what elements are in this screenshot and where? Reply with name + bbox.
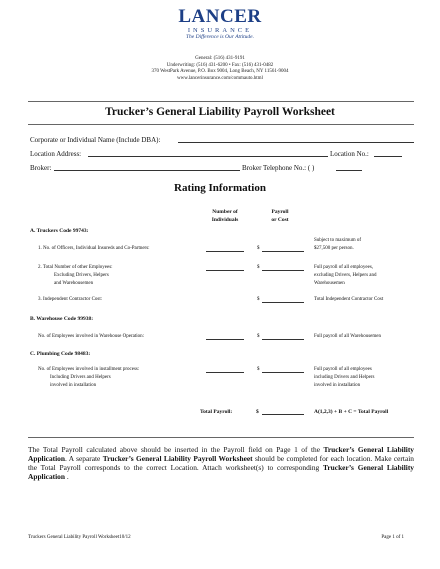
- total-formula: A(1,2,3) + B + C = Total Payroll: [314, 409, 389, 415]
- section-a-heading: A. Truckers Code 99743:: [30, 228, 89, 234]
- rowc-label-line3: involved in installation: [50, 383, 97, 388]
- section-b-heading: B. Warehouse Code 99938:: [30, 316, 94, 322]
- contact-block: [0, 56, 440, 82]
- rating-heading: Rating Information: [174, 182, 266, 194]
- total-payroll-field[interactable]: [262, 407, 304, 415]
- instructions-part4: .: [64, 472, 69, 481]
- contact-general: General: (516) 431-9191: [195, 56, 245, 61]
- rowc-individuals-field[interactable]: [206, 365, 244, 373]
- col-individuals-line2: Individuals: [211, 217, 239, 223]
- row2-label-line3: and Warehousemen: [54, 281, 94, 286]
- logo-name: LANCER: [178, 6, 262, 27]
- logo-tagline: The Difference is Our Attitude.: [186, 34, 254, 40]
- rowc-dollar: $: [257, 367, 260, 372]
- instructions-part3: should be completed for each location. Make certain the Total Payroll corresponds to the correct Location. Attach worksheet(s) to corresponding: [28, 454, 414, 472]
- rowc-note-line3: involved in installation: [314, 383, 361, 388]
- rowc-label-line1: No. of Employees involved in installment process:: [38, 367, 140, 372]
- broker-label: Broker:: [30, 164, 52, 172]
- location-address-field[interactable]: [88, 149, 328, 157]
- contact-address: 370 WestPark Avenue, P.O. Box 9004, Long Beach, NY 11561-9004: [151, 69, 289, 74]
- title-top-rule: [28, 101, 414, 102]
- row2-label-line2: Excluding Drivers, Helpers: [54, 273, 109, 278]
- row3-dollar: $: [257, 297, 260, 302]
- row2-individuals-field[interactable]: [206, 263, 244, 271]
- company-logo: [0, 7, 440, 41]
- rowc-label-line2: Including Drivers and Helpers: [50, 375, 111, 380]
- row2-note-line2: excluding Drivers, Helpers and: [314, 273, 377, 278]
- col-payroll-line1: Payroll: [271, 209, 289, 215]
- row3-note: Total Independent Contractor Cost: [314, 297, 384, 302]
- footer-page-number: Page 1 of 1: [381, 535, 404, 540]
- row2-dollar: $: [257, 265, 260, 270]
- contact-underwriting: Underwriting: (516) 431-6200 • Fax: (516) 431-0482: [166, 62, 274, 68]
- rowb-individuals-field[interactable]: [206, 332, 244, 340]
- row1-payroll-field[interactable]: [262, 244, 304, 252]
- row3-label: 3. Independent Contractor Cost:: [38, 297, 103, 302]
- rowc-note-line1: Full payroll of all employees: [314, 367, 372, 372]
- footer-form-id: Truckers General Liability Payroll Worksheet10/12: [28, 535, 131, 540]
- insured-name-label: Corporate or Individual Name (Include DBA):: [30, 136, 161, 144]
- rowc-payroll-field[interactable]: [262, 365, 304, 373]
- location-address-label: Location Address:: [30, 150, 82, 158]
- insured-name-field[interactable]: [178, 135, 414, 143]
- instructions-part1: The Total Payroll calculated above should be inserted in the Payroll field on Page 1 of the: [28, 445, 324, 454]
- col-payroll-line2: or Cost: [271, 217, 289, 223]
- instructions-rule: [28, 437, 414, 438]
- broker-phone-field[interactable]: [336, 163, 362, 171]
- instructions-bold1: Trucker’s General Liability Application: [28, 445, 414, 463]
- rowb-label: No. of Employees involved in Warehouse Operation:: [38, 334, 145, 339]
- instructions-paragraph: [28, 445, 414, 481]
- rowb-payroll-field[interactable]: [262, 332, 304, 340]
- total-dollar: $: [256, 409, 259, 415]
- total-payroll-label: Total Payroll:: [200, 409, 233, 415]
- title-bottom-rule: [28, 124, 414, 125]
- row2-payroll-field[interactable]: [262, 263, 304, 271]
- contact-web: www.lancerinsurance.com/commauto.html: [177, 75, 263, 81]
- section-c-heading: C. Plumbing Code 98483:: [30, 351, 91, 357]
- broker-field[interactable]: [54, 163, 240, 171]
- instructions-bold2: Trucker’s General Liability Payroll Worksheet: [102, 454, 253, 463]
- broker-phone-label: Broker Telephone No.: ( ): [242, 164, 315, 172]
- row2-note-line1: Full payroll of all employees,: [314, 265, 374, 270]
- rowb-note: Full payroll of all Warehousemen: [314, 334, 381, 339]
- instructions-bold3: Trucker’s General Liability Application: [28, 463, 415, 481]
- row2-note-line3: Warehousemen: [314, 281, 345, 286]
- col-individuals-line1: Number of: [212, 209, 238, 215]
- page-title: Trucker’s General Liability Payroll Worksheet: [105, 106, 335, 118]
- row1-dollar: $: [257, 246, 260, 251]
- row3-payroll-field[interactable]: [262, 295, 304, 303]
- row1-note-line1: Subject to maximum of: [314, 238, 362, 243]
- location-no-label: Location No.:: [330, 150, 369, 158]
- instructions-part2: . A separate: [64, 454, 103, 463]
- row1-label: 1. No. of Officers, Individual Insureds and Co-Partners:: [38, 246, 150, 251]
- rowb-dollar: $: [257, 334, 260, 339]
- row1-individuals-field[interactable]: [206, 244, 244, 252]
- location-no-field[interactable]: [374, 149, 402, 157]
- logo-subtitle: INSURANCE: [187, 27, 253, 34]
- row2-label-line1: 2. Total Number of other Employees:: [38, 265, 113, 270]
- rowc-note-line2: including Drivers and Helpers: [314, 375, 375, 380]
- row1-note-line2: $27,500 per person.: [314, 246, 354, 251]
